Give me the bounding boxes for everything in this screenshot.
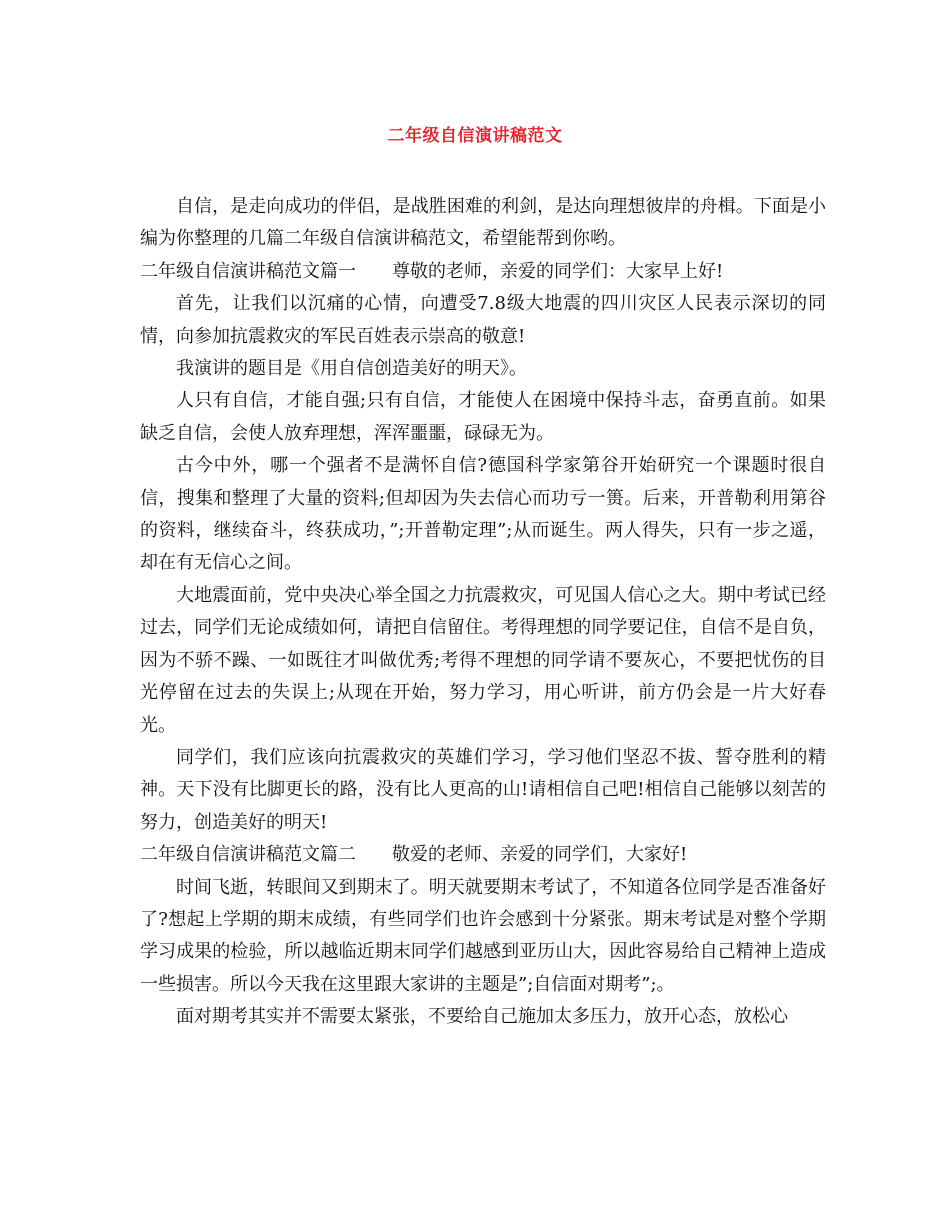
document-title: 二年级自信演讲稿范文 (387, 126, 563, 146)
section-heading: 二年级自信演讲稿范文篇一 (140, 260, 356, 282)
body-paragraph: 同学们，我们应该向抗震救灾的英雄们学习，学习他们坚忍不拔、誓夺胜利的精神。天下没有比脚更长的路，没有比人更高的山!请相信自己吧!相信自己能够以刻苦的努力，创造美好的明天! (140, 746, 826, 833)
body-paragraph: 人只有自信，才能自强;只有自信，才能使人在困境中保持斗志，奋勇直前。如果缺乏自信，会使人放弃理想，浑浑噩噩，碌碌无为。 (140, 390, 826, 444)
section-heading-line (140, 839, 826, 871)
body-paragraph: 时间飞逝，转眼间又到期末了。明天就要期末考试了，不知道各位同学是否准备好了?想起上学期的期末成绩，有些同学们也许会感到十分紧张。期末考试是对整个学期学习成果的检验，所以越临近期末同学们越感到亚历山大，因此容易给自己精神上造成一些损害。所以今天我在这里跟大家讲的主题是”;自信面对期考”;。 (140, 876, 826, 995)
body-paragraph: 面对期考其实并不需要太紧张，不要给自己施加太多压力，放开心态，放松心 (176, 1006, 788, 1028)
section-heading-line (140, 256, 826, 288)
body-paragraph: 我演讲的题目是《用自信创造美好的明天》。 (176, 358, 527, 380)
body-paragraph: 首先，让我们以沉痛的心情，向遭受7.8级大地震的四川灾区人民表示深切的同情，向参加抗震救灾的军民百姓表示崇高的敬意! (140, 293, 826, 347)
body-paragraph: 大地震面前，党中央决心举全国之力抗震救灾，可见国人信心之大。期中考试已经过去，同学们无论成绩如何，请把自信留住。考得理想的同学要记住，自信不是自负，因为不骄不躁、一如既往才叫做优秀;考得不理想的同学请不要灰心，不要把忧伤的目光停留在过去的失误上;从现在开始，努力学习，用心听讲，前方仍会是一片大好春光。 (140, 584, 826, 736)
intro-paragraph: 自信，是走向成功的伴侣，是战胜困难的利剑，是达向理想彼岸的舟楫。下面是小编为你整理的几篇二年级自信演讲稿范文，希望能帮到你哟。 (140, 196, 826, 250)
section-heading: 二年级自信演讲稿范文篇二 (140, 844, 356, 866)
body-paragraph: 古今中外，哪一个强者不是满怀自信?德国科学家第谷开始研究一个课题时很自信，搜集和整理了大量的资料;但却因为失去信心而功亏一篑。后来，开普勒利用第谷的资料，继续奋斗，终获成功，”;开普勒定理”;从而诞生。两人得失，只有一步之遥，却在有无信心之间。 (140, 455, 826, 574)
document-body (140, 191, 826, 1034)
section-greeting: 敬爱的老师、亲爱的同学们，大家好! (392, 844, 688, 866)
section-greeting: 尊敬的老师，亲爱的同学们：大家早上好! (392, 260, 724, 282)
